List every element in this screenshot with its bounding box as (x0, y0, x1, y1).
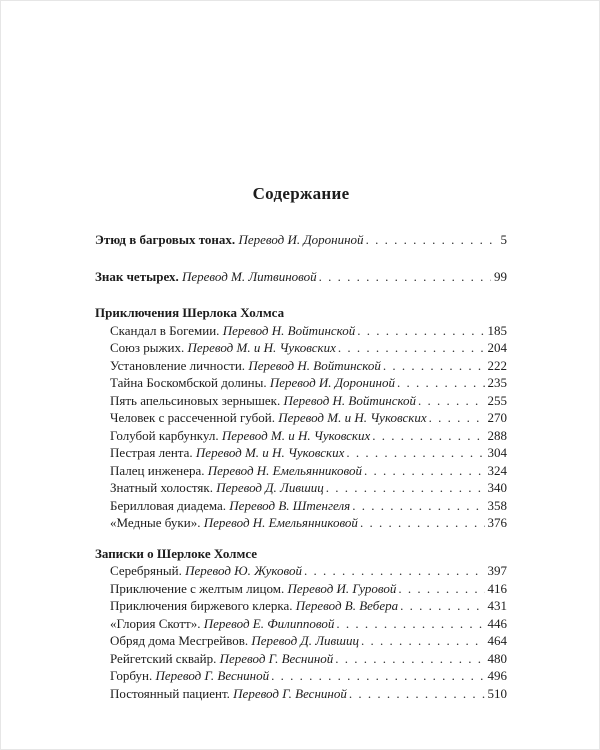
toc-entry (95, 444, 507, 462)
entry-translator: Перевод Н. Емельянниковой (203, 515, 358, 530)
dot-leader (350, 497, 484, 515)
entry-text (110, 597, 398, 615)
entry-text (110, 357, 381, 375)
toc-entry (95, 427, 507, 445)
page-title: Содержание (252, 184, 350, 203)
entry-page-number: 358 (487, 497, 507, 513)
entry-page-number: 446 (487, 615, 507, 631)
entry-title: Берилловая диадема. (110, 497, 227, 513)
entry-text (110, 667, 269, 685)
entry-title: Голубой карбункул. (110, 427, 219, 443)
entry-title: «Медные буки». (110, 515, 201, 530)
entry-page-number: 480 (487, 650, 507, 666)
entry-title: Горбун. (110, 668, 153, 683)
entry-text (110, 409, 427, 427)
dot-leader (362, 462, 485, 480)
entry-text (110, 322, 355, 340)
toc-section (95, 304, 507, 532)
entry-page-number: 204 (487, 340, 507, 355)
entry-title: Серебряный. (110, 563, 182, 578)
entry-translator: Перевод М. и Н. Чуковских (187, 340, 336, 355)
entry-translator: Перевод М. и Н. Чуковских (221, 427, 371, 443)
entry-translator: Перевод В. Вебера (295, 598, 399, 613)
dot-leader (317, 268, 491, 286)
entry-title: Знак четырех. (95, 268, 179, 284)
entry-page-number: 431 (487, 598, 507, 613)
dot-leader (395, 374, 485, 392)
dot-leader (269, 667, 484, 685)
entry-title: Человек с рассеченной губой. (110, 410, 275, 425)
toc-entry (95, 392, 507, 410)
entry-translator: Перевод Н. Емельянниковой (207, 462, 362, 478)
section-heading: Приключения Шерлока Холмса (95, 305, 285, 320)
toc-entry (95, 580, 507, 598)
entry-translator: Перевод Г. Весниной (155, 668, 270, 683)
entry-page-number: 255 (487, 392, 507, 408)
entry-page-number: 185 (487, 322, 507, 338)
toc-entry (95, 615, 507, 633)
entry-page-number: 324 (487, 462, 507, 478)
entry-translator: Перевод Г. Весниной (233, 685, 347, 701)
dot-leader (333, 650, 484, 668)
toc-entry (95, 562, 507, 580)
entry-translator: Перевод Н. Войтинской (248, 357, 381, 373)
toc-entry (95, 357, 507, 375)
entry-text (110, 615, 334, 633)
toc-entry (95, 514, 507, 532)
entry-title: «Глория Скотт». (110, 615, 201, 631)
toc-sections (95, 304, 507, 702)
entry-title: Союз рыжих. (110, 340, 185, 355)
entry-text (110, 562, 302, 580)
toc-entry (95, 409, 507, 427)
entry-text (110, 462, 362, 480)
entry-translator: Перевод Ю. Жуковой (185, 563, 302, 578)
dot-leader (359, 632, 485, 650)
entry-page-number: 376 (487, 515, 507, 530)
entry-page-number: 340 (487, 480, 507, 495)
toc-entry (95, 231, 507, 249)
toc-entry (95, 374, 507, 392)
toc-section (95, 545, 507, 703)
entry-page-number: 496 (487, 668, 507, 683)
entry-page-number: 222 (487, 357, 507, 373)
entry-text (110, 685, 347, 703)
toc-entry (95, 597, 507, 615)
entry-translator: Перевод Е. Филипповой (203, 615, 335, 631)
entry-title: Приключение с желтым лицом. (110, 580, 285, 596)
entry-translator: Перевод Н. Войтинской (283, 392, 417, 408)
entry-text (110, 514, 358, 532)
entry-title: Скандал в Богемии. (110, 322, 220, 338)
dot-leader (370, 427, 484, 445)
dot-leader (427, 409, 485, 427)
entry-title: Палец инженера. (110, 462, 205, 478)
entry-translator: Перевод Г. Весниной (219, 650, 334, 666)
entry-title: Пять апельсиновых зернышек. (110, 392, 281, 408)
dot-leader (302, 562, 485, 580)
entry-title: Этюд в багровых тонах. (95, 232, 236, 247)
entry-text (110, 427, 370, 445)
dot-leader (398, 597, 484, 615)
dot-leader (381, 357, 485, 375)
top-entries (95, 231, 507, 285)
entry-text (110, 374, 395, 392)
entry-title: Приключения биржевого клерка. (110, 598, 293, 613)
toc-entry (95, 462, 507, 480)
dot-leader (344, 444, 484, 462)
entry-title: Знатный холостяк. (110, 480, 213, 495)
entry-title: Рейгетский сквайр. (110, 650, 217, 666)
entry-text (110, 632, 359, 650)
entry-text (95, 268, 317, 286)
dot-leader (358, 514, 485, 532)
entry-translator: Перевод И. Дорониной (238, 232, 364, 247)
toc-entry (95, 632, 507, 650)
dot-leader (416, 392, 484, 410)
entry-translator: Перевод И. Гуровой (287, 580, 397, 596)
section-heading: Записки о Шерлоке Холмсе (95, 545, 258, 561)
entry-page-number: 235 (487, 375, 507, 390)
entry-text (110, 650, 333, 668)
dot-leader (336, 339, 485, 357)
entry-page-number: 5 (500, 232, 507, 247)
entry-text (110, 444, 344, 462)
entry-text (110, 392, 416, 410)
toc-entry (95, 497, 507, 515)
entry-translator: Перевод В. Штенгеля (229, 497, 351, 513)
entry-page-number: 397 (487, 563, 507, 578)
entry-page-number: 464 (487, 633, 507, 648)
entry-text (110, 580, 396, 598)
entry-title: Тайна Боскомбской долины. (110, 375, 267, 390)
dot-leader (334, 615, 484, 633)
entry-page-number: 510 (487, 685, 507, 701)
entry-text (110, 339, 336, 357)
toc-entry (95, 667, 507, 685)
entry-page-number: 99 (494, 268, 507, 284)
dot-leader (347, 685, 485, 703)
entry-page-number: 304 (487, 445, 507, 460)
entry-translator: Перевод Д. Лившиц (251, 633, 359, 648)
entry-title: Постоянный пациент. (110, 685, 230, 701)
entry-translator: Перевод И. Дорониной (269, 375, 395, 390)
entry-text (95, 231, 364, 249)
dot-leader (364, 231, 498, 249)
toc-entry (95, 268, 507, 286)
dot-leader (324, 479, 485, 497)
toc-entry (95, 650, 507, 668)
entry-title: Пестрая лента. (110, 445, 193, 460)
entry-translator: Перевод М. Литвиновой (181, 268, 317, 284)
toc-entry (95, 685, 507, 703)
entry-translator: Перевод Н. Войтинской (222, 322, 356, 338)
entry-text (110, 497, 350, 515)
entry-translator: Перевод Д. Лившиц (216, 480, 324, 495)
dot-leader (396, 580, 484, 598)
entry-page-number: 270 (487, 410, 507, 425)
entry-page-number: 288 (487, 427, 507, 443)
dot-leader (355, 322, 484, 340)
toc-entry (95, 479, 507, 497)
entry-page-number: 416 (487, 580, 507, 596)
toc-entry (95, 339, 507, 357)
entry-translator: Перевод М. и Н. Чуковских (195, 445, 345, 460)
toc-entry (95, 322, 507, 340)
entry-title: Установление личности. (110, 357, 246, 373)
entry-title: Обряд дома Месгрейвов. (110, 633, 249, 648)
entry-text (110, 479, 324, 497)
entry-translator: Перевод М. и Н. Чуковских (278, 410, 427, 425)
